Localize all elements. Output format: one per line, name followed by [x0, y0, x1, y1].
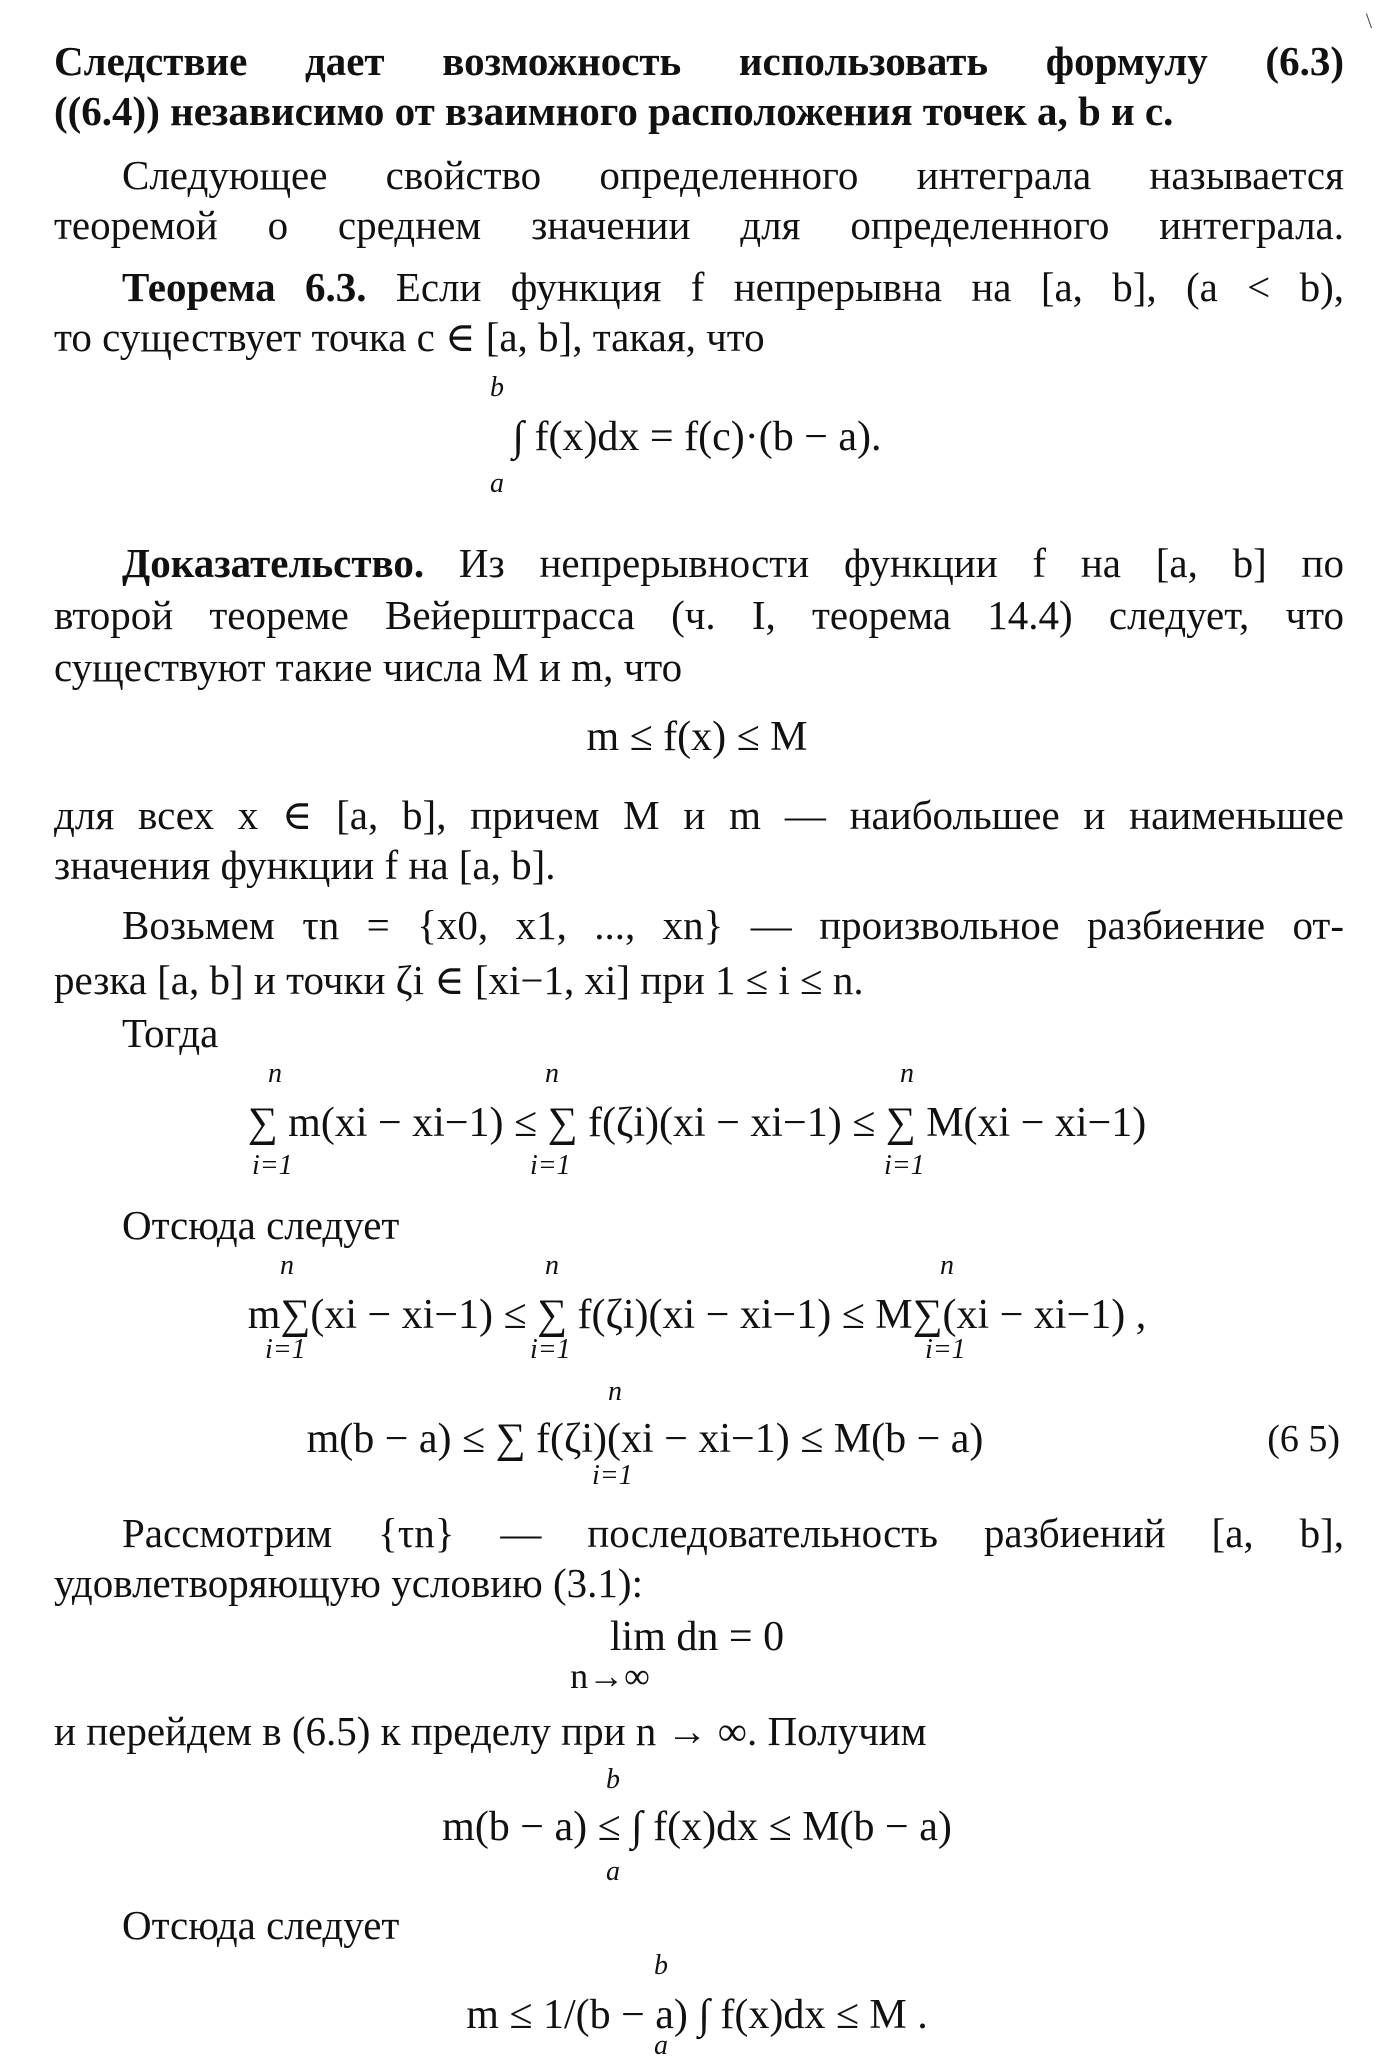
sum1-lower-3: i=1 — [884, 1150, 925, 1181]
text-line-9: существуют такие числа M и m, что — [54, 644, 683, 690]
int-lower-limit: a — [490, 468, 504, 499]
equation-sum-2: m∑(xi − xi−1) ≤ ∑ f(ζi)(xi − xi−1) ≤ M∑(xi − xi−1) , — [247, 1292, 1147, 1338]
equation-integral-bounds: m(b − a) ≤ ∫ f(x)dx ≤ M(b − a) — [442, 1804, 952, 1850]
text-line-2: ((6.4)) независимо от взаимного расположения точек a, b и c. — [54, 88, 1174, 134]
sum1-upper-1: n — [268, 1058, 282, 1089]
text-line-16: Рассмотрим {τn} — последовательность разбиений [a, b], — [122, 1510, 1344, 1556]
equation-mean-value: ∫ f(x)dx = f(c)·(b − a). — [512, 414, 882, 460]
equation-number: (6 5) — [1267, 1418, 1340, 1460]
sum1-lower-1: i=1 — [252, 1150, 293, 1181]
text-line-6: то существует точка c ∈ [a, b], такая, что — [54, 314, 765, 360]
proof-label: Доказательство. — [122, 540, 425, 586]
text-line-15: Отсюда следует — [122, 1202, 400, 1248]
sum2-lower-1: i=1 — [265, 1334, 306, 1365]
sum2-lower-2: i=1 — [530, 1334, 571, 1365]
text-line-14: Тогда — [122, 1010, 219, 1056]
equation-sum-1: ∑ m(xi − xi−1) ≤ ∑ f(ζi)(xi − xi−1) ≤ ∑ M(xi − xi−1) — [247, 1100, 1147, 1146]
text-line-11: значения функции f на [a, b]. — [54, 842, 556, 888]
text-line-12: Возьмем τn = {x0, x1, ..., xn} — произвольное разбиение от- — [122, 902, 1344, 948]
sum2-lower-3: i=1 — [925, 1334, 966, 1365]
page-corner-mark: \ — [1365, 8, 1372, 33]
sum2-upper-1: n — [280, 1250, 294, 1281]
text-line-3: Следующее свойство определенного интеграла называется — [122, 152, 1344, 198]
equation-sum-3: m(b − a) ≤ ∑ f(ζi)(xi − xi−1) ≤ M(b − a) — [306, 1416, 984, 1462]
text-line-19: Отсюда следует — [122, 1902, 400, 1948]
text-line-13: резка [a, b] и точки ζi ∈ [xi−1, xi] при 1 ≤ i ≤ n. — [54, 957, 864, 1003]
int-upper-limit: b — [490, 372, 504, 403]
theorem-label: Теорема 6.3. — [122, 264, 367, 310]
equation-bounds: m ≤ f(x) ≤ M — [586, 714, 808, 760]
text-line-8: второй теореме Вейерштрасса (ч. I, теорема 14.4) следует, что — [54, 592, 1344, 638]
sum3-lower: i=1 — [592, 1460, 633, 1491]
equation-final: m ≤ 1/(b − a) ∫ f(x)dx ≤ M . — [466, 1992, 928, 2038]
sum1-lower-2: i=1 — [530, 1150, 571, 1181]
int3-lower-limit: a — [654, 2030, 668, 2061]
sum1-upper-2: n — [545, 1058, 559, 1089]
sum2-upper-2: n — [545, 1250, 559, 1281]
text-line-10: для всех x ∈ [a, b], причем M и m — наибольшее и наименьшее — [54, 792, 1344, 838]
text-line-17: удовлетворяющую условию (3.1): — [54, 1560, 643, 1606]
int3-upper-limit: b — [654, 1950, 668, 1981]
equation-limit: lim dn = 0 — [609, 1614, 785, 1660]
text-line-18: и перейдем в (6.5) к пределу при n → ∞. Получим — [54, 1708, 927, 1754]
theorem-line-1 — [122, 262, 1344, 312]
sum3-upper: n — [608, 1376, 622, 1407]
sum1-upper-3: n — [900, 1058, 914, 1089]
text-line-4: теоремой о среднем значении для определенного интеграла. — [54, 202, 1344, 248]
proof-line-1 — [122, 538, 1344, 588]
text-line-1: Следствие дает возможность использовать формулу (6.3) — [54, 38, 1344, 84]
proof-text: Из непрерывности функции f на [a, b] по — [458, 540, 1345, 586]
int2-lower-limit: a — [606, 1856, 620, 1887]
sum2-upper-3: n — [940, 1250, 954, 1281]
int2-upper-limit: b — [606, 1764, 620, 1795]
theorem-text: Если функция f непрерывна на [a, b], (a < b), — [395, 264, 1344, 310]
limit-subscript: n→∞ — [570, 1656, 650, 1696]
